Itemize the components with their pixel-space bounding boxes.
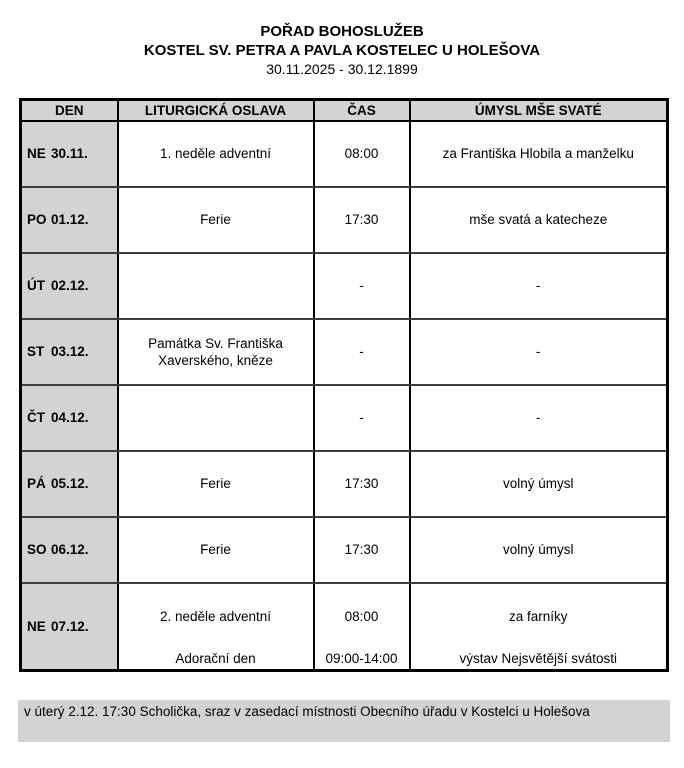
intention-cell: volný úmysl xyxy=(410,517,668,583)
day-cell xyxy=(21,517,118,583)
column-header-time: ČAS xyxy=(314,100,410,121)
intention-cell: za Františka Hlobila a manželku xyxy=(410,121,668,187)
day-cell xyxy=(21,451,118,517)
time-cell: - xyxy=(314,319,410,385)
intention-cell: - xyxy=(410,253,668,319)
day-cell xyxy=(21,583,118,671)
schedule-row xyxy=(21,253,668,319)
time-line-1: 08:00 xyxy=(344,608,379,624)
day-abbr: NE xyxy=(27,146,46,161)
column-header-intention: ÚMYSL MŠE SVATÉ xyxy=(410,100,668,121)
day-cell xyxy=(21,121,118,187)
day-date: 04.12. xyxy=(51,410,89,425)
celebration-cell xyxy=(118,253,314,319)
day-abbr: ÚT xyxy=(27,278,45,293)
celebration-cell: Ferie xyxy=(118,517,314,583)
day-cell xyxy=(21,319,118,385)
schedule-row xyxy=(21,319,668,385)
day-date: 03.12. xyxy=(51,344,89,359)
title-block xyxy=(0,22,684,79)
day-abbr: ST xyxy=(27,344,45,359)
time-cell: 08:00 xyxy=(314,121,410,187)
header-row xyxy=(21,100,668,121)
schedule-row xyxy=(21,121,668,187)
time-line-2: 09:00-14:00 xyxy=(325,650,398,666)
schedule-row xyxy=(21,385,668,451)
day-date: 05.12. xyxy=(51,476,89,491)
intention-cell: - xyxy=(410,385,668,451)
schedule-row xyxy=(21,583,668,671)
time-cell: 17:30 xyxy=(314,517,410,583)
day-cell xyxy=(21,253,118,319)
day-date: 01.12. xyxy=(51,212,89,227)
celebration-line-2: Adorační den xyxy=(175,650,256,666)
column-header-celebration: LITURGICKÁ OSLAVA xyxy=(118,100,314,121)
celebration-cell xyxy=(118,583,314,671)
schedule-row xyxy=(21,187,668,253)
celebration-line-1: 2. neděle adventní xyxy=(159,608,272,624)
celebration-cell xyxy=(118,385,314,451)
church-name: KOSTEL SV. PETRA A PAVLA KOSTELEC U HOLEŠOVA xyxy=(143,42,541,59)
intention-cell xyxy=(410,583,668,671)
day-abbr: PÁ xyxy=(27,476,46,491)
intention-line-2: výstav Nejsvětější svátosti xyxy=(459,650,618,666)
day-cell xyxy=(21,385,118,451)
date-range: 30.11.2025 - 30.12.1899 xyxy=(266,61,418,77)
day-date: 02.12. xyxy=(51,278,89,293)
schedule-table xyxy=(19,98,669,672)
intention-cell: volný úmysl xyxy=(410,451,668,517)
time-cell xyxy=(314,583,410,671)
celebration-cell: Ferie xyxy=(118,187,314,253)
day-abbr: PO xyxy=(27,212,47,227)
day-date: 06.12. xyxy=(51,542,89,557)
day-date: 07.12. xyxy=(51,618,89,634)
day-date: 30.11. xyxy=(51,146,88,161)
celebration-cell: Ferie xyxy=(118,451,314,517)
footer-note: v úterý 2.12. 17:30 Scholička, sraz v zasedací místnosti Obecního úřadu v Kostelci u Holešova xyxy=(18,700,670,742)
intention-line-1: za farníky xyxy=(508,608,568,624)
day-abbr: ČT xyxy=(27,410,45,425)
day-abbr: NE xyxy=(27,618,46,634)
time-cell: - xyxy=(314,385,410,451)
intention-cell: mše svatá a katecheze xyxy=(410,187,668,253)
time-cell: 17:30 xyxy=(314,187,410,253)
celebration-cell: Památka Sv. Františka Xaverského, kněze xyxy=(118,319,314,385)
schedule-row xyxy=(21,517,668,583)
schedule-row xyxy=(21,451,668,517)
celebration-cell: 1. neděle adventní xyxy=(118,121,314,187)
time-cell: - xyxy=(314,253,410,319)
time-cell: 17:30 xyxy=(314,451,410,517)
day-cell xyxy=(21,187,118,253)
day-abbr: SO xyxy=(27,542,47,557)
page-title: POŘAD BOHOSLUŽEB xyxy=(260,23,424,40)
intention-cell: - xyxy=(410,319,668,385)
column-header-day: DEN xyxy=(21,100,118,121)
